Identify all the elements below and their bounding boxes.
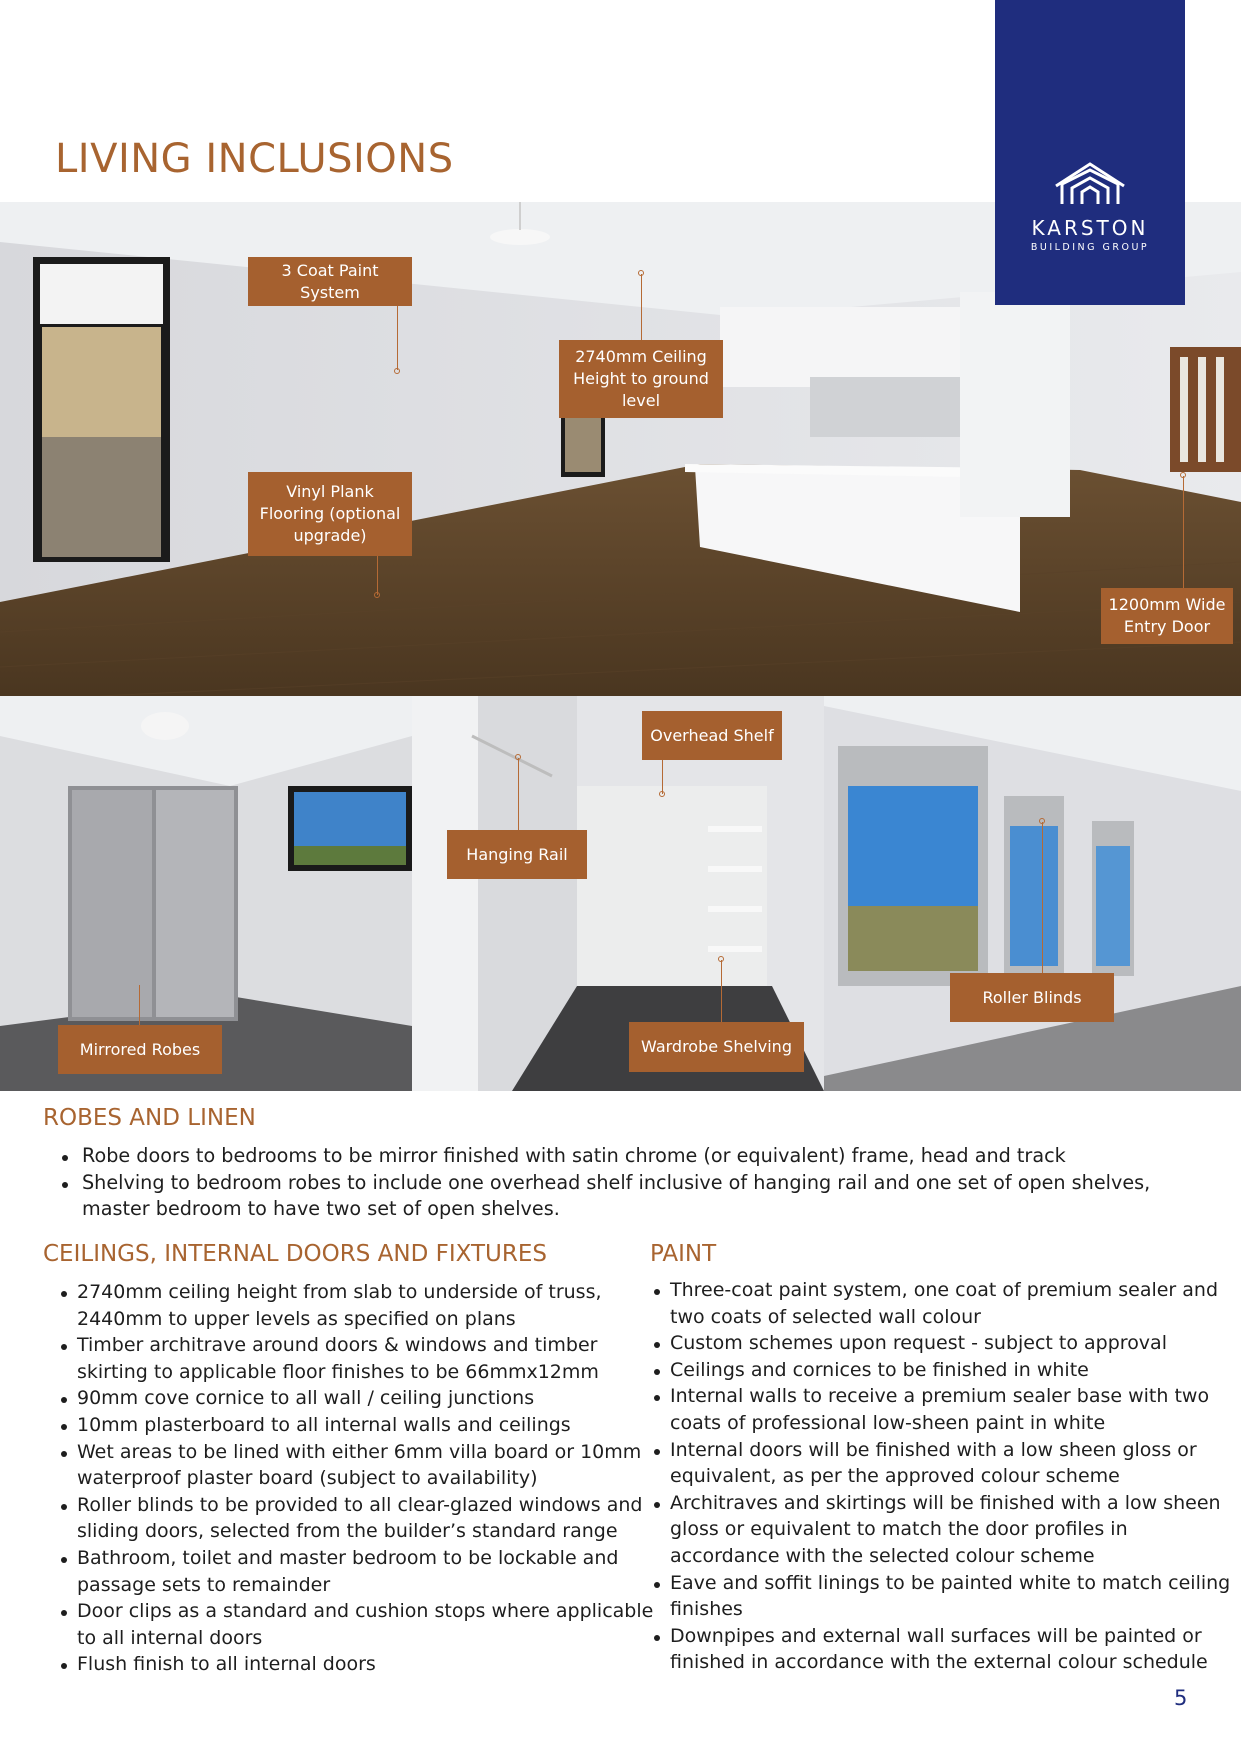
ceilings-heading: CEILINGS, INTERNAL DOORS AND FIXTURES [43, 1241, 547, 1267]
wardrobe-shelving-leader-dot [718, 956, 724, 962]
ceiling-leader [641, 274, 642, 340]
hanging-rail-leader [518, 758, 519, 830]
list-item: Ceilings and cornices to be finished in white [670, 1357, 1232, 1384]
roller-blinds-leader-dot [1039, 818, 1045, 824]
list-item: 10mm plasterboard to all internal walls and ceilings [77, 1412, 659, 1439]
paint-leader-dot [394, 368, 400, 374]
callout-vinyl-flooring: Vinyl Plank Flooring (optional upgrade) [248, 472, 412, 556]
page-number: 5 [1174, 1686, 1188, 1710]
brand-name: KARSTON [1031, 216, 1149, 240]
wardrobe-shelving-leader [721, 960, 722, 1022]
bedroom-window-photo [824, 696, 1241, 1091]
roller-blinds-leader [1042, 822, 1043, 974]
entry-door-leader [1183, 476, 1184, 588]
callout-ceiling-height: 2740mm Ceiling Height to ground level [559, 340, 723, 418]
brand-subtitle: BUILDING GROUP [1030, 242, 1150, 253]
karston-logo [995, 160, 1185, 253]
flooring-leader-dot [374, 592, 380, 598]
callout-overhead-shelf: Overhead Shelf [642, 711, 782, 760]
list-item: Door clips as a standard and cushion stops where applicable to all internal doors [77, 1598, 659, 1651]
list-item: Eave and soffit linings to be painted white to match ceiling finishes [670, 1570, 1232, 1623]
ceilings-list [57, 1279, 659, 1678]
ceiling-leader-dot [638, 270, 644, 276]
overhead-shelf-leader [662, 760, 663, 794]
list-item: Robe doors to bedrooms to be mirror finished with satin chrome (or equivalent) frame, head and track [82, 1143, 1162, 1170]
overhead-shelf-leader-dot [659, 791, 665, 797]
list-item: Flush finish to all internal doors [77, 1651, 659, 1678]
list-item: 90mm cove cornice to all wall / ceiling junctions [77, 1385, 659, 1412]
callout-hanging-rail: Hanging Rail [447, 830, 587, 879]
list-item: Wet areas to be lined with either 6mm villa board or 10mm waterproof plaster board (subject to availability) [77, 1439, 659, 1492]
list-item: Shelving to bedroom robes to include one overhead shelf inclusive of hanging rail and one set of open shelves, master bedroom to have two set of open shelves. [82, 1170, 1162, 1223]
robes-heading: ROBES AND LINEN [43, 1105, 256, 1131]
list-item: 2740mm ceiling height from slab to underside of truss, 2440mm to upper levels as specified on plans [77, 1279, 659, 1332]
flooring-leader [377, 555, 378, 595]
list-item: Internal walls to receive a premium sealer base with two coats of professional low-sheen paint in white [670, 1383, 1232, 1436]
callout-wardrobe-shelving: Wardrobe Shelving [629, 1022, 804, 1072]
list-item: Internal doors will be finished with a low sheen gloss or equivalent, as per the approved colour scheme [670, 1437, 1232, 1490]
callout-paint-system: 3 Coat Paint System [248, 257, 412, 306]
list-item: Custom schemes upon request - subject to approval [670, 1330, 1232, 1357]
paint-heading: PAINT [650, 1241, 717, 1267]
list-item: Bathroom, toilet and master bedroom to be lockable and passage sets to remainder [77, 1545, 659, 1598]
paint-leader [397, 305, 398, 370]
hanging-rail-leader-dot [515, 754, 521, 760]
robes-list [45, 1143, 1162, 1223]
paint-list [650, 1277, 1232, 1676]
list-item: Three-coat paint system, one coat of premium sealer and two coats of selected wall colour [670, 1277, 1232, 1330]
list-item: Downpipes and external wall surfaces will be painted or finished in accordance with the external colour schedule [670, 1623, 1232, 1676]
entry-door-leader-dot [1180, 472, 1186, 478]
callout-mirrored-robes: Mirrored Robes [58, 1025, 222, 1074]
page-title: LIVING INCLUSIONS [55, 136, 454, 182]
callout-entry-door: 1200mm Wide Entry Door [1101, 588, 1233, 644]
mirrored-robes-leader [139, 985, 140, 1025]
list-item: Roller blinds to be provided to all clear-glazed windows and sliding doors, selected from the builder’s standard range [77, 1492, 659, 1545]
list-item: Timber architrave around doors & windows and timber skirting to applicable floor finishes to be 66mmx12mm [77, 1332, 659, 1385]
house-roof-icon [1052, 160, 1128, 206]
list-item: Architraves and skirtings will be finished with a low sheen gloss or equivalent to match the door profiles in accordance with the selected colour scheme [670, 1490, 1232, 1570]
brand-block [995, 0, 1185, 305]
callout-roller-blinds: Roller Blinds [950, 973, 1114, 1022]
